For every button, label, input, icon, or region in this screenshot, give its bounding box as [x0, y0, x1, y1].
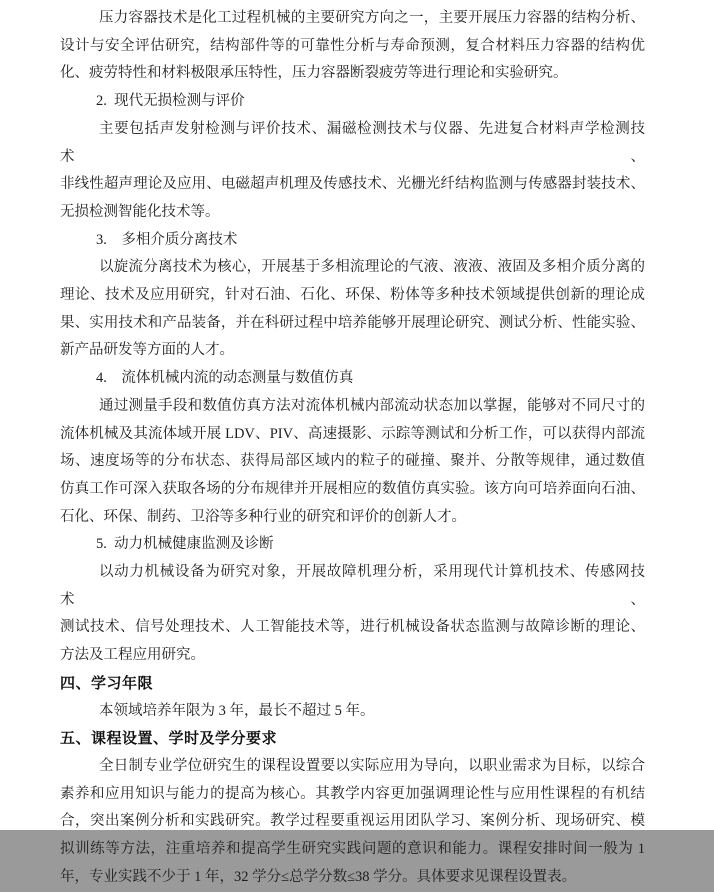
text-line: 素养和应用知识与能力的提高为核心。其教学内容更加强调理论性与应用性课程的有机结 — [60, 785, 645, 802]
paragraph — [60, 5, 645, 88]
section-heading — [60, 670, 645, 698]
section-heading — [60, 725, 645, 753]
text-line: 无损检测智能化技术等。 — [60, 203, 220, 220]
text-line: 仿真工作可深入获取各场的分布规律并开展相应的数值仿真实验。该方向可培养面向石油、 — [60, 480, 645, 497]
text-line: 非线性超声理论及应用、电磁超声机理及传感技术、光栅光纤结构监测与传感器封装技术、 — [60, 176, 645, 193]
text-line: 测试技术、信号处理技术、人工智能技术等，进行机械设备状态监测与故障诊断的理论、 — [60, 619, 645, 636]
text-line: 合，突出案例分析和实践研究。教学过程要重视运用团队学习、案例分析、现场研究、模 — [60, 813, 645, 830]
text-line: 2. 现代无损检测与评价 — [96, 93, 245, 110]
text-line: 5. 动力机械健康监测及诊断 — [96, 536, 274, 553]
heading-text: 五、课程设置、学时及学分要求 — [60, 730, 278, 748]
heading-text: 四、学习年限 — [60, 674, 154, 692]
paragraph — [60, 559, 645, 670]
text-line: 场、速度场等的分布状态、获得局部区域内的粒子的碰撞、聚并、分散等规律，通过数值 — [60, 453, 645, 470]
text-line: 理论、技术及应用研究，针对石油、石化、环保、粉体等多种技术领域提供创新的理论成 — [60, 287, 645, 304]
text-line: 新产品研发等方面的人才。 — [60, 342, 234, 359]
numbered-item — [60, 531, 645, 559]
text-line: 果、实用技术和产品装备，并在科研过程中培养能够开展理论研究、测试分析、性能实验、 — [60, 314, 645, 331]
document-body — [60, 5, 645, 892]
text-line: 本领域培养年限为 3 年，最长不超过 5 年。 — [99, 702, 375, 719]
numbered-item — [60, 88, 645, 116]
text-line: 通过测量手段和数值仿真方法对流体机械内部流动状态加以掌握，能够对不同尺寸的 — [99, 397, 645, 414]
numbered-item — [60, 365, 645, 393]
text-line: 年，专业实践不少于 1 年，32 学分≤总学分数≤38 学分。具体要求见课程设置表。 — [60, 868, 577, 885]
text-line: 以旋流分离技术为核心，开展基于多相流理论的气液、液液、液固及多相介质分离的 — [99, 259, 645, 276]
text-line: 以动力机械设备为研究对象，开展故障机理分析，采用现代计算机技术、传感网技术、 — [60, 564, 645, 608]
text-line: 流体机械及其流体域开展 LDV、PIV、高速摄影、示踪等测试和分析工作，可以获得内部流 — [60, 425, 645, 442]
paragraph — [60, 254, 645, 365]
paragraph — [60, 116, 645, 227]
paragraph — [60, 698, 645, 726]
text-line: 拟训练等方法，注重培养和提高学生研究实践问题的意识和能力。课程安排时间一般为 1 — [60, 841, 645, 858]
text-line: 3. 多相介质分离技术 — [96, 231, 238, 248]
text-line: 主要包括声发射检测与评价技术、漏磁检测技术与仪器、先进复合材料声学检测技术、 — [60, 120, 645, 165]
numbered-item — [60, 227, 645, 255]
text-line: 方法及工程应用研究。 — [60, 647, 205, 664]
text-line: 4. 流体机械内流的动态测量与数值仿真 — [96, 370, 354, 387]
text-line: 设计与安全评估研究，结构部件等的可靠性分析与寿命预测，复合材料压力容器的结构优 — [60, 37, 645, 54]
text-line: 全日制专业学位研究生的课程设置要以实际应用为导向，以职业需求为目标，以综合 — [99, 757, 645, 774]
paragraph — [60, 753, 645, 892]
text-line: 压力容器技术是化工过程机械的主要研究方向之一，主要开展压力容器的结构分析、 — [99, 10, 645, 26]
text-line: 化、疲劳特性和材料极限承压特性，压力容器断裂疲劳等进行理论和实验研究。 — [60, 65, 568, 82]
paragraph — [60, 393, 645, 532]
text-line: 石化、环保、制药、卫浴等多种行业的研究和评价的创新人才。 — [60, 508, 466, 525]
